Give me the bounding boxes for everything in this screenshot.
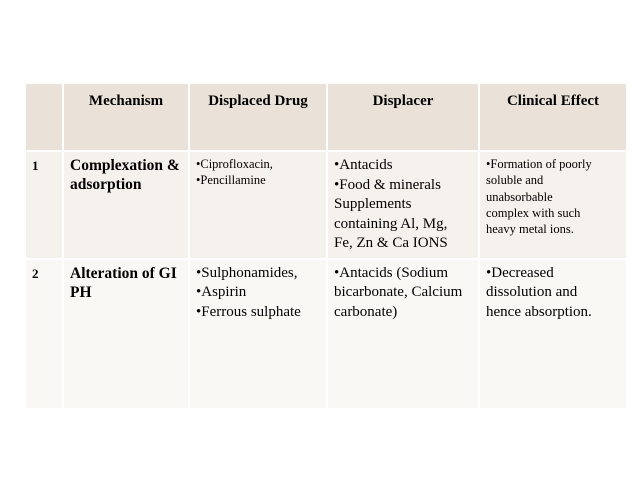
header-clinical-effect: Clinical Effect <box>480 84 626 150</box>
displacer-cell <box>328 152 478 258</box>
cell-line: Fe, Zn & Ca IONS <box>334 235 448 251</box>
cell-line: containing Al, Mg, <box>334 215 448 232</box>
table-row <box>26 260 626 408</box>
header-row <box>26 84 626 150</box>
cell-line: hence absorption. <box>486 303 592 320</box>
displaced-drug-cell <box>190 260 326 408</box>
cell-line: •Food & minerals <box>334 176 441 193</box>
cell-line: dissolution and <box>486 284 578 300</box>
cell-line: •Sulphonamides, <box>196 264 298 281</box>
displaced-drug-cell <box>190 152 326 258</box>
cell-line: •Pencillamine <box>196 173 266 188</box>
cell-line: complex with such <box>486 205 581 220</box>
header-number <box>26 84 62 150</box>
drug-interaction-table <box>24 82 628 410</box>
cell-line: unabsorbable <box>486 189 553 204</box>
row-number: 2 <box>26 260 62 408</box>
cell-line: •Antacids <box>334 157 393 173</box>
cell-line: •Aspirin <box>196 284 247 300</box>
cell-line: heavy metal ions. <box>486 222 574 236</box>
table-row <box>26 152 626 258</box>
cell-line: soluble and <box>486 173 544 188</box>
cell-line: carbonate) <box>334 303 398 320</box>
displacer-cell <box>328 260 478 408</box>
header-mechanism: Mechanism <box>64 84 188 150</box>
row-number: 1 <box>26 152 62 258</box>
cell-line: •Formation of poorly <box>486 157 592 171</box>
clinical-effect-cell <box>480 260 626 408</box>
cell-line: •Ferrous sulphate <box>196 303 301 320</box>
mechanism-cell: Alteration of GI PH <box>64 260 188 408</box>
cell-line: •Antacids (Sodium <box>334 264 448 281</box>
cell-line: •Ciprofloxacin, <box>196 157 273 171</box>
cell-line: Supplements <box>334 196 412 212</box>
mechanism-cell: Complexation & adsorption <box>64 152 188 258</box>
clinical-effect-cell <box>480 152 626 258</box>
cell-line: bicarbonate, Calcium <box>334 284 463 300</box>
header-displacer: Displacer <box>328 84 478 150</box>
cell-line: •Decreased <box>486 264 554 281</box>
header-displaced-drug: Displaced Drug <box>190 84 326 150</box>
